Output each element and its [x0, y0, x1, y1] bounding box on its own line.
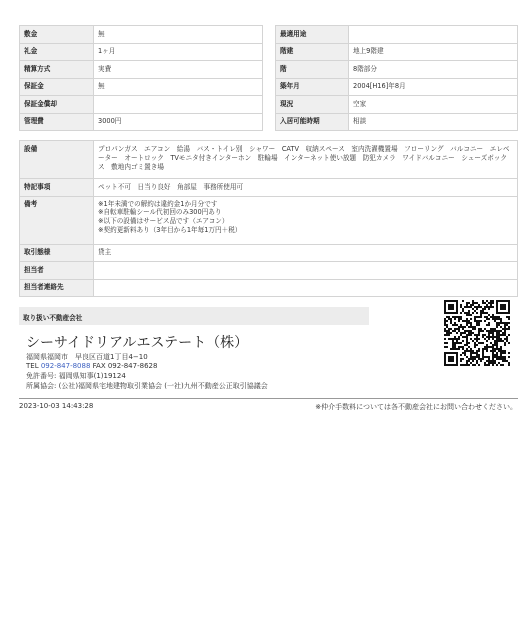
- terms-row: [20, 61, 263, 79]
- print-timestamp: 2023-10-03 14:43:28: [19, 402, 94, 410]
- remarks-row: [20, 196, 518, 244]
- tel-link[interactable]: 092-847-8088: [40, 362, 91, 370]
- fax-number: FAX 092-847-8628: [90, 362, 158, 370]
- person-in-charge-label: 担当者: [20, 262, 94, 280]
- terms-row: [20, 26, 263, 44]
- building-info-table: [275, 25, 518, 131]
- equipment-label: 設備: [20, 141, 94, 179]
- company-name: シーサイドリアルエステート（株）: [26, 335, 249, 351]
- terms-value: 3000円: [94, 113, 263, 131]
- terms-label: 保証金償却: [20, 96, 94, 114]
- building-row: [276, 43, 518, 61]
- remarks-line: ※1年未満での解約は違約金1か月分です: [98, 199, 218, 208]
- terms-value: [94, 96, 263, 114]
- building-label: 階: [276, 61, 349, 79]
- building-value: 空家: [349, 96, 518, 114]
- terms-value: 無: [94, 78, 263, 96]
- terms-row: [20, 113, 263, 131]
- remarks-line: ※自転車駐輪シール代初回のみ300円あり: [98, 208, 222, 217]
- terms-row: [20, 96, 263, 114]
- building-label: 現況: [276, 96, 349, 114]
- building-row: [276, 26, 518, 44]
- footer-divider: [19, 398, 518, 399]
- transaction-type-value: 貸主: [94, 244, 518, 262]
- building-value: 地上9階建: [349, 43, 518, 61]
- terms-value: 実費: [94, 61, 263, 79]
- remarks-label: 備考: [20, 196, 94, 244]
- terms-row: [20, 78, 263, 96]
- terms-label: 管理費: [20, 113, 94, 131]
- terms-label: 保証金: [20, 78, 94, 96]
- property-terms-table: [19, 25, 263, 131]
- person-in-charge-row: [20, 262, 518, 280]
- terms-row: [20, 43, 263, 61]
- contact-row: [20, 279, 518, 297]
- building-label: 築年月: [276, 78, 349, 96]
- building-label: 階建: [276, 43, 349, 61]
- association: 所属協会: (公社)福岡県宅地建物取引業協会 (一社)九州不動産公正取引協議会: [26, 382, 268, 390]
- equipment-value: プロパンガス エアコン 給湯 バス・トイレ別 シャワー CATV 収納スペース 室内洗濯機置場 フローリング バルコニー エレベーター オートロック TVモニタ付きインターホン 駐輪場 インターネット使い放題 防犯カメラ ワイドバルコニー シューズボックス 敷地内ゴミ置き場: [94, 141, 518, 179]
- license-number: 免許番号: 福岡県知事(1)19124: [26, 372, 126, 380]
- building-value: 8階部分: [349, 61, 518, 79]
- building-value: 2004[H16]年8月: [349, 78, 518, 96]
- company-phone-line: [26, 362, 157, 370]
- remarks-line: ※以下の設備はサービス品です（エアコン）: [98, 217, 229, 226]
- tel-prefix: TEL: [26, 362, 41, 370]
- terms-value: 無: [94, 26, 263, 44]
- special-notes-row: [20, 179, 518, 197]
- building-label: 最適用途: [276, 26, 349, 44]
- contact-value: [94, 279, 518, 297]
- building-row: [276, 96, 518, 114]
- qr-code: [444, 300, 510, 366]
- contact-label: 担当者連絡先: [20, 279, 94, 297]
- terms-value: 1ヶ月: [94, 43, 263, 61]
- remarks-value: [94, 196, 518, 244]
- terms-label: 礼金: [20, 43, 94, 61]
- company-address: 福岡県福岡市 早良区百道1丁目4−10: [26, 353, 148, 361]
- special-notes-value: ペット不可 日当り良好 角部屋 事務所使用可: [94, 179, 518, 197]
- equipment-row: [20, 141, 518, 179]
- transaction-type-row: [20, 244, 518, 262]
- building-row: [276, 78, 518, 96]
- building-row: [276, 113, 518, 131]
- remarks-line: ※契約更新料あり（3年目から1年毎1万円＋税）: [98, 226, 242, 235]
- details-table: [19, 140, 518, 297]
- terms-label: 敷金: [20, 26, 94, 44]
- terms-label: 精算方式: [20, 61, 94, 79]
- building-value: [349, 26, 518, 44]
- agent-section-header: 取り扱い不動産会社: [19, 307, 369, 325]
- building-row: [276, 61, 518, 79]
- fee-disclaimer: ※仲介手数料については各不動産会社にお問い合わせください。: [315, 403, 517, 411]
- building-value: 相談: [349, 113, 518, 131]
- building-label: 入居可能時期: [276, 113, 349, 131]
- transaction-type-label: 取引態様: [20, 244, 94, 262]
- person-in-charge-value: [94, 262, 518, 280]
- special-notes-label: 特記事項: [20, 179, 94, 197]
